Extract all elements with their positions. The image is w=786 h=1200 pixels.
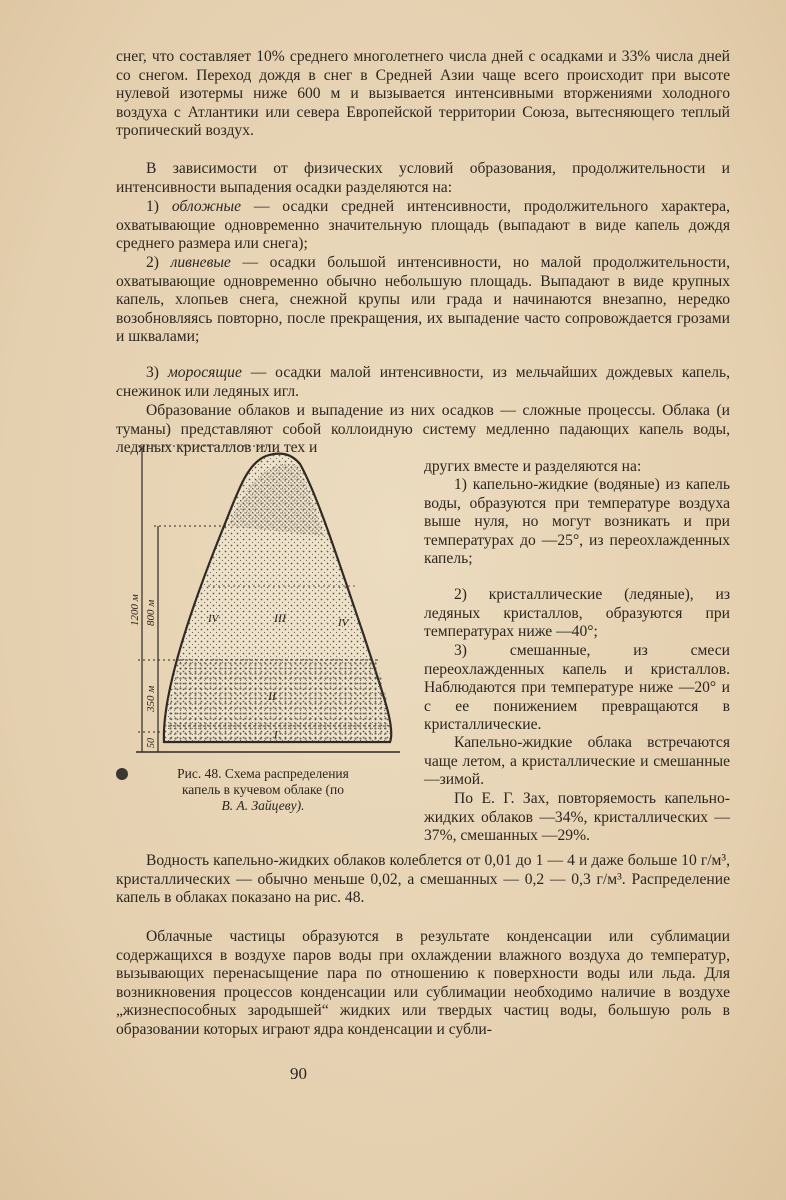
paragraph-seasonal: Капельно-жидкие облака встречаются чаще летом, а кристаллические и смешанные—зимой. bbox=[424, 734, 730, 788]
page-number: 90 bbox=[290, 1064, 307, 1083]
figure-caption bbox=[118, 766, 408, 814]
zone-label-1: I bbox=[274, 729, 278, 741]
paragraph-water-content: Водность капельно-жидких облаков колеблется от 0,01 до 1 — 4 и даже больше 10 г/м³, кристаллических — обычно меньше 0,02, а смешанных — 0,2 — 0,3 г/м³. Распределение капель в облаках показано на рис. 48. bbox=[116, 852, 730, 906]
caption-line: Рис. 48. Схема распределения bbox=[177, 766, 349, 781]
caption-line: В. А. Зайцеву). bbox=[221, 798, 305, 813]
paragraph-snow-transition bbox=[116, 48, 730, 141]
paragraph-frequency: По Е. Г. Зах, повторяемость капельно-жидких облаков —34%, кристаллических —37%, смешанных —29%. bbox=[424, 790, 730, 844]
cloud-type-mixed: 3) смешанные, из смеси переохлажденных капель и кристаллов. Наблюдаются при температуре ниже —20° и с ее понижением превращаются в кристаллические. bbox=[424, 642, 730, 733]
paragraph-text: снег, что составляет 10% среднего многолетнего числа дней с осадками и 33% числа дней со снегом. Переход дождя в снег в Средней Азии чаще всего происходит при высоте нулевой изотермы ниже 600 м и вызывается интенсивными вторжениями холодного воздуха с Атлантики или севера Европейской территории Союза, вытесняющего теплый тропический воздух. bbox=[116, 48, 730, 139]
zone-label-4: IV bbox=[208, 613, 219, 625]
term-morosyashchie: моросящие bbox=[167, 364, 242, 381]
zone-label-3: III bbox=[274, 611, 286, 625]
zone-label-2: II bbox=[268, 689, 276, 703]
paragraph-text: В зависимости от физических условий образования, продолжительности и интенсивности выпадения осадки разделяются на: bbox=[116, 160, 730, 196]
paragraph-text: Образование облаков и выпадение из них осадков — сложные процессы. Облака (и туманы) представляют собой коллоидную систему медленно падающих капель воды, ледяных кристаллов или тех и bbox=[116, 402, 730, 456]
term-livnevye: ливневые bbox=[170, 254, 231, 271]
cloud-type-crystal: 2) кристаллические (ледяные), из ледяных кристаллов, образуются при температурах ниже —40°; bbox=[424, 586, 730, 640]
caption-line: капель в кучевом облаке (по bbox=[181, 782, 345, 797]
cumulus-cloud-diagram bbox=[128, 436, 408, 766]
zone-label-5: IV bbox=[338, 617, 349, 629]
list-item-oblozhnye: 1) обложные — осадки средней интенсивности, продолжительного характера, охватывающие одновременно значительную площадь (выпадают в виде капель дождя среднего размера или снега); bbox=[116, 198, 730, 252]
scale-label-1200: 1200 м bbox=[129, 594, 141, 626]
term-oblozhnye: обложные bbox=[171, 198, 242, 215]
paragraph-classification-intro bbox=[116, 160, 730, 197]
scale-label-350: 350 м bbox=[145, 685, 157, 712]
paragraph-cloud-formation-cont: других вместе и разделяются на: bbox=[424, 458, 642, 475]
scale-label-50: 50 bbox=[146, 738, 157, 748]
figure-cumulus-droplet-diagram bbox=[128, 436, 408, 766]
scale-label-800: 800 м bbox=[145, 599, 157, 626]
list-item-livnevye: 2) ливневые — осадки большой интенсивности, но малой продолжительности, охватывающие одновременно обычно небольшую площадь. Выпадают в виде крупных капель, хлопьев снега, снежной крупы или града и начинаются внезапно, нередко возобновляясь повторно, после прекращения, их выпадение часто сопровождается грозами и шквалами; bbox=[116, 254, 730, 345]
list-item-morosyashchie: 3) моросящие — осадки малой интенсивности, из мельчайших дождевых капель, снежинок или ледяных игл. bbox=[116, 364, 730, 400]
paragraph-cloud-particles: Облачные частицы образуются в результате конденсации или сублимации содержащихся в воздухе паров воды при охлаждении влажного воздуха до температур, вызывающих перенасыщение пара по отношению к поверхности воды или льда. Для возникновения процессов конденсации или сублимации необходимо наличие в воздухе „жизнеспособных зародышей“ жидких или твердых частиц воды, большую роль в образовании которых играют ядра конденсации и субли- bbox=[116, 928, 730, 1038]
cloud-type-liquid: 1) капельно-жидкие (водяные) из капель воды, образуются при температуре воздуха выше нуля, но могут возникать и при температурах до —25°, из переохлажденных капель; bbox=[424, 476, 730, 567]
